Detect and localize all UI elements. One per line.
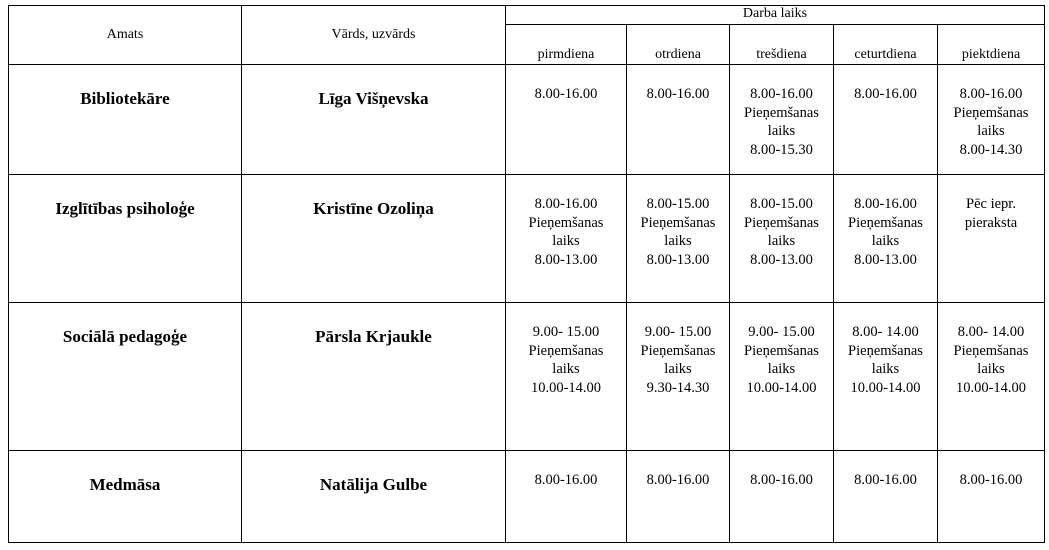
name-cell: [242, 175, 506, 303]
work-hours-cell: [834, 65, 938, 175]
hours-line: Pieņemšanas: [953, 104, 1029, 121]
hours-line: 8.00-13.00: [646, 251, 710, 268]
hours-line: Pieņemšanas: [528, 342, 604, 359]
hours-line: laiks: [977, 123, 1005, 139]
hours-line: 8.00-13.00: [534, 251, 598, 268]
hours-line: 8.00-15.30: [750, 141, 813, 158]
hours-line: 10.00-14.00: [955, 379, 1027, 396]
role-cell: [9, 303, 242, 451]
hours-line: 8.00-13.00: [750, 251, 813, 268]
work-hours-cell: [506, 451, 627, 543]
role-cell: [9, 65, 242, 175]
hours-line: Pieņemšanas: [848, 342, 923, 359]
hours-line: 8.00- 14.00: [852, 324, 919, 340]
work-hours-cell: [730, 175, 834, 303]
hours-line: 8.00-16.00: [534, 86, 598, 102]
person-name: Pārsla Krjaukle: [315, 327, 432, 346]
hours-line: 8.00-15.00: [646, 196, 710, 212]
header-day: piektdiena: [938, 25, 1045, 65]
header-darba-laiks: Darba laiks: [506, 6, 1045, 25]
hours-line: Pieņemšanas: [744, 104, 819, 121]
person-name: Līga Višņevska: [318, 89, 429, 108]
person-name: Kristīne Ozoliņa: [313, 199, 434, 218]
hours-line: 8.00-16.00: [750, 86, 813, 102]
hours-line: 8.00- 14.00: [957, 324, 1025, 340]
hours-line: Pieņemšanas: [744, 342, 819, 359]
header-day: ceturtdiena: [834, 25, 938, 65]
hours-line: 8.00-16.00: [750, 472, 813, 488]
hours-line: laiks: [664, 361, 692, 377]
header-amats: Amats: [9, 6, 242, 65]
hours-line: 8.00-16.00: [959, 472, 1023, 488]
work-hours-cell: [730, 65, 834, 175]
work-hours-cell: [834, 175, 938, 303]
work-hours-cell: [938, 451, 1045, 543]
hours-line: 8.00-16.00: [646, 86, 710, 102]
work-hours-cell: [506, 303, 627, 451]
table-row: [9, 65, 1045, 175]
work-hours-cell: [938, 303, 1045, 451]
role-cell: [9, 175, 242, 303]
hours-line: laiks: [767, 233, 796, 249]
schedule-body: [9, 65, 1045, 543]
schedule-table: [8, 5, 1045, 543]
hours-line: Pieņemšanas: [640, 342, 716, 359]
hours-line: 8.00-14.30: [959, 141, 1023, 158]
work-hours-cell: [627, 451, 730, 543]
hours-line: laiks: [871, 233, 900, 249]
hours-line: 10.00-14.00: [530, 379, 602, 396]
hours-line: 8.00-16.00: [854, 472, 917, 488]
hours-line: Pēc iepr.: [966, 196, 1016, 212]
hours-line: Pieņemšanas: [848, 214, 923, 231]
role-label: Medmāsa: [89, 475, 161, 494]
hours-line: 8.00-16.00: [534, 472, 598, 488]
work-hours-cell: [834, 451, 938, 543]
hours-line: laiks: [552, 233, 580, 249]
name-cell: [242, 303, 506, 451]
work-hours-cell: [506, 175, 627, 303]
header-day: pirmdiena: [506, 25, 627, 65]
hours-line: Pieņemšanas: [744, 214, 819, 231]
name-cell: [242, 451, 506, 543]
work-hours-cell: [730, 303, 834, 451]
hours-line: Pieņemšanas: [528, 214, 604, 231]
hours-line: 10.00-14.00: [746, 379, 817, 396]
hours-line: 10.00-14.00: [850, 379, 921, 396]
hours-line: 8.00-13.00: [854, 251, 917, 268]
hours-line: Pieņemšanas: [640, 214, 716, 231]
hours-line: 8.00-16.00: [646, 472, 710, 488]
person-name: Natālija Gulbe: [319, 475, 428, 494]
name-cell: [242, 65, 506, 175]
work-hours-cell: [938, 65, 1045, 175]
work-hours-cell: [730, 451, 834, 543]
hours-line: 9.00- 15.00: [748, 324, 815, 340]
hours-line: Pieņemšanas: [953, 342, 1029, 359]
work-hours-cell: [834, 303, 938, 451]
header-vards-uzvards: Vārds, uzvārds: [242, 6, 506, 65]
role-label: Sociālā pedagoģe: [62, 327, 188, 346]
hours-line: pieraksta: [964, 214, 1018, 231]
hours-line: laiks: [767, 361, 796, 377]
header-day: otrdiena: [627, 25, 730, 65]
work-hours-cell: [627, 303, 730, 451]
hours-line: 8.00-16.00: [854, 86, 917, 102]
header-day: trešdiena: [730, 25, 834, 65]
hours-line: laiks: [767, 123, 796, 139]
hours-line: 9.00- 15.00: [532, 324, 600, 340]
hours-line: 8.00-16.00: [534, 196, 598, 212]
role-label: Izglītības psiholoģe: [55, 199, 195, 218]
table-row: [9, 303, 1045, 451]
role-cell: [9, 451, 242, 543]
work-hours-cell: [627, 65, 730, 175]
hours-line: laiks: [552, 361, 580, 377]
work-hours-cell: [627, 175, 730, 303]
work-hours-cell: [938, 175, 1045, 303]
hours-line: 8.00-16.00: [959, 86, 1023, 102]
table-row: [9, 175, 1045, 303]
hours-line: laiks: [871, 361, 900, 377]
hours-line: 9.00- 15.00: [644, 324, 712, 340]
work-hours-cell: [506, 65, 627, 175]
hours-line: laiks: [977, 361, 1005, 377]
role-label: Bibliotekāre: [80, 89, 170, 108]
table-row: [9, 451, 1045, 543]
hours-line: 8.00-16.00: [854, 196, 917, 212]
hours-line: laiks: [664, 233, 692, 249]
hours-line: 8.00-15.00: [750, 196, 813, 212]
hours-line: 9.30-14.30: [646, 379, 710, 396]
